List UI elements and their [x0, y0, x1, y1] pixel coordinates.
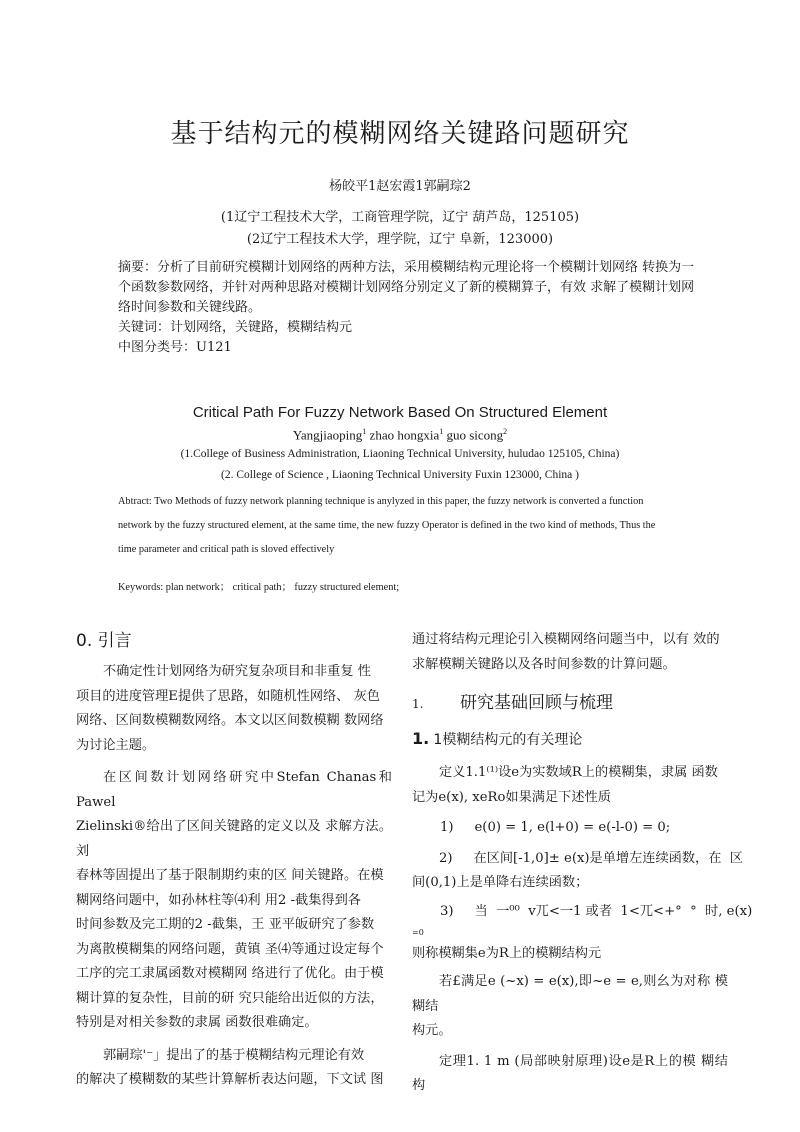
condition-2	[412, 847, 743, 896]
text-line: 工序的完工隶属函数对模糊网 络进行了优化。由于模	[76, 966, 384, 981]
text-line: 春林等固提出了基于限制期约束的区 间关键路。在模	[76, 868, 384, 883]
abstract-cn-line: 个函数参数网络，并针对两种思路对模糊计划网络分别定义了新的模糊算子，有效 求解了模糊计划网	[118, 280, 695, 295]
section-heading-intro: 0. 引言	[76, 631, 132, 651]
text-line: 网络、区间数模糊数网络。本文以区间数模糊 数网络	[76, 713, 384, 728]
paragraph	[76, 766, 392, 1036]
text-line: 不确定性计划网络为研究复杂项目和非重复 性	[103, 664, 371, 679]
subsection-number: 1.	[412, 729, 430, 748]
conclusion-line: 则称模糊集e为R上的模糊结构元	[412, 945, 602, 961]
text-line: 的解决了模糊数的某些计算解析表达问题，下文试 图	[76, 1072, 384, 1087]
author-2-sup: 1	[439, 427, 444, 436]
author-3-sup: 2	[503, 427, 508, 436]
abstract-cn-line: 摘要：分析了目前研究模糊计划网络的两种方法，采用模糊结构元理论将一个模糊计划网络 转换为一	[118, 260, 695, 275]
text-line: 时间参数及完工期的2 -截集，王 亚平皈研究了参数	[76, 917, 375, 932]
small-text: =0	[412, 927, 424, 937]
paragraph	[76, 660, 392, 758]
paper-title: 基于结构元的模糊网络关键路问题研究	[170, 119, 630, 149]
keywords-cn: 关键词：计划网络，关键路，模糊结构元	[118, 320, 353, 335]
authors-cn: 杨皎平1赵宏霞1郭嗣琮2	[329, 179, 471, 194]
theorem-line: 定理1. 1 m (局部映射原理)设e是R上的模 糊结构	[412, 1053, 728, 1093]
authors-en	[0, 427, 800, 443]
text-line: 为离散模糊集的网络问题，黄镇 圣⑷等通过设定每个	[76, 941, 384, 957]
condition-3	[412, 902, 753, 942]
text-line: 在区间数计划网络研究中Stefan Chanas和 Pawel	[76, 770, 392, 810]
abstract-cn-line: 络时间参数和关键线路。	[118, 300, 262, 315]
paragraph	[76, 1044, 392, 1093]
clc-number: 中图分类号：U121	[118, 340, 232, 355]
keywords-en: Keywords: plan network； critical path； fuzzy structured element;	[118, 582, 400, 593]
section-title: 研究基础回顾与梳理	[460, 693, 613, 713]
paragraph	[412, 970, 728, 1044]
right-column	[412, 628, 753, 1099]
text-line: 若£满足e (~x) = e(x),即~e = e,则幺为对称 模糊结	[412, 974, 728, 1014]
affiliation-en-2: (2. College of Science , Liaoning Technical University Fuxin 123000, China )	[221, 469, 579, 481]
abstract-en-line: network by the fuzzy structured element, at the same time, the new fuzzy Operator is defined in the two kind of methods, Thus the	[118, 520, 656, 531]
text-line: 通过将结构元理论引入模糊网络问题当中，以有 效的	[412, 632, 720, 647]
affiliation-cn-1: (1辽宁工程技术大学，工商管理学院，辽宁 葫芦岛，125105)	[220, 210, 580, 225]
text-line: 间(0,1)上是单降右连续函数；	[412, 875, 589, 890]
affiliation-cn-2: (2辽宁工程技术大学，理学院，辽宁 阜新，123000)	[246, 232, 554, 247]
left-column	[76, 660, 392, 1093]
section-heading-1	[412, 689, 728, 717]
text-line: 郭嗣琮'⁻」提出了的基于模糊结构元理论有效	[103, 1047, 365, 1063]
paragraph	[412, 628, 728, 677]
author-1: Yangjiaoping	[292, 427, 363, 443]
abstract-en	[118, 490, 738, 562]
text-line: 糊计算的复杂性，目前的研 究只能给出近似的方法，	[76, 990, 384, 1006]
author-1-sup: 1	[362, 427, 367, 436]
subsection-title: 1模糊结构元的有关理论	[433, 732, 583, 748]
paragraph	[412, 761, 728, 810]
text-line: 定义1.1⁽¹⁾设e为实数域R上的模糊集，隶属 函数	[439, 765, 718, 780]
author-3: guo sicong	[443, 427, 504, 443]
abstract-cn	[118, 258, 733, 358]
text-line: 3) 当 一⁰⁰ v兀<一1 或者 1<兀<+° ° 时, e(x)	[440, 903, 753, 919]
text-line: 项目的进度管理E提供了思路，如随机性网络、 灰色	[76, 688, 380, 704]
text-line: 2) 在区间[-1,0]± e(x)是单增左连续函数，在 区	[439, 850, 743, 866]
text-line: 求解模糊关键路以及各时间参数的计算问题。	[412, 656, 676, 672]
author-2: zhao hongxia	[366, 427, 440, 443]
abstract-en-line: Abtract: Two Methods of fuzzy network planning technique is anylyzed in this paper, the fuzzy network is converted a function	[118, 496, 644, 507]
text-line: 构元。	[412, 1023, 452, 1038]
text-line: 糊网络问题中，如孙林柱等⑷利 用2 -截集得到各	[76, 892, 361, 908]
text-line: 为讨论主题。	[76, 737, 156, 753]
abstract-en-line: time parameter and critical path is sloved effectively	[118, 544, 335, 555]
english-title: Critical Path For Fuzzy Network Based On Structured Element	[192, 404, 608, 421]
subsection-heading	[412, 725, 728, 753]
text-line: 记为e(x), xeRo如果满足下述性质	[412, 789, 611, 805]
text-line: Zielinski®给出了区间关键路的定义以及 求解方法。刘	[76, 819, 392, 859]
section-number: 1.	[412, 697, 424, 711]
condition-1: 1) e(0) = 1, e(l+0) = e(-l-0) = 0;	[440, 820, 671, 835]
text-line: 特别是对相关参数的隶属 函数很难确定。	[76, 1015, 318, 1030]
affiliation-en-1: (1.College of Business Administration, Liaoning Technical University, huludao 125105, China)	[180, 448, 620, 460]
